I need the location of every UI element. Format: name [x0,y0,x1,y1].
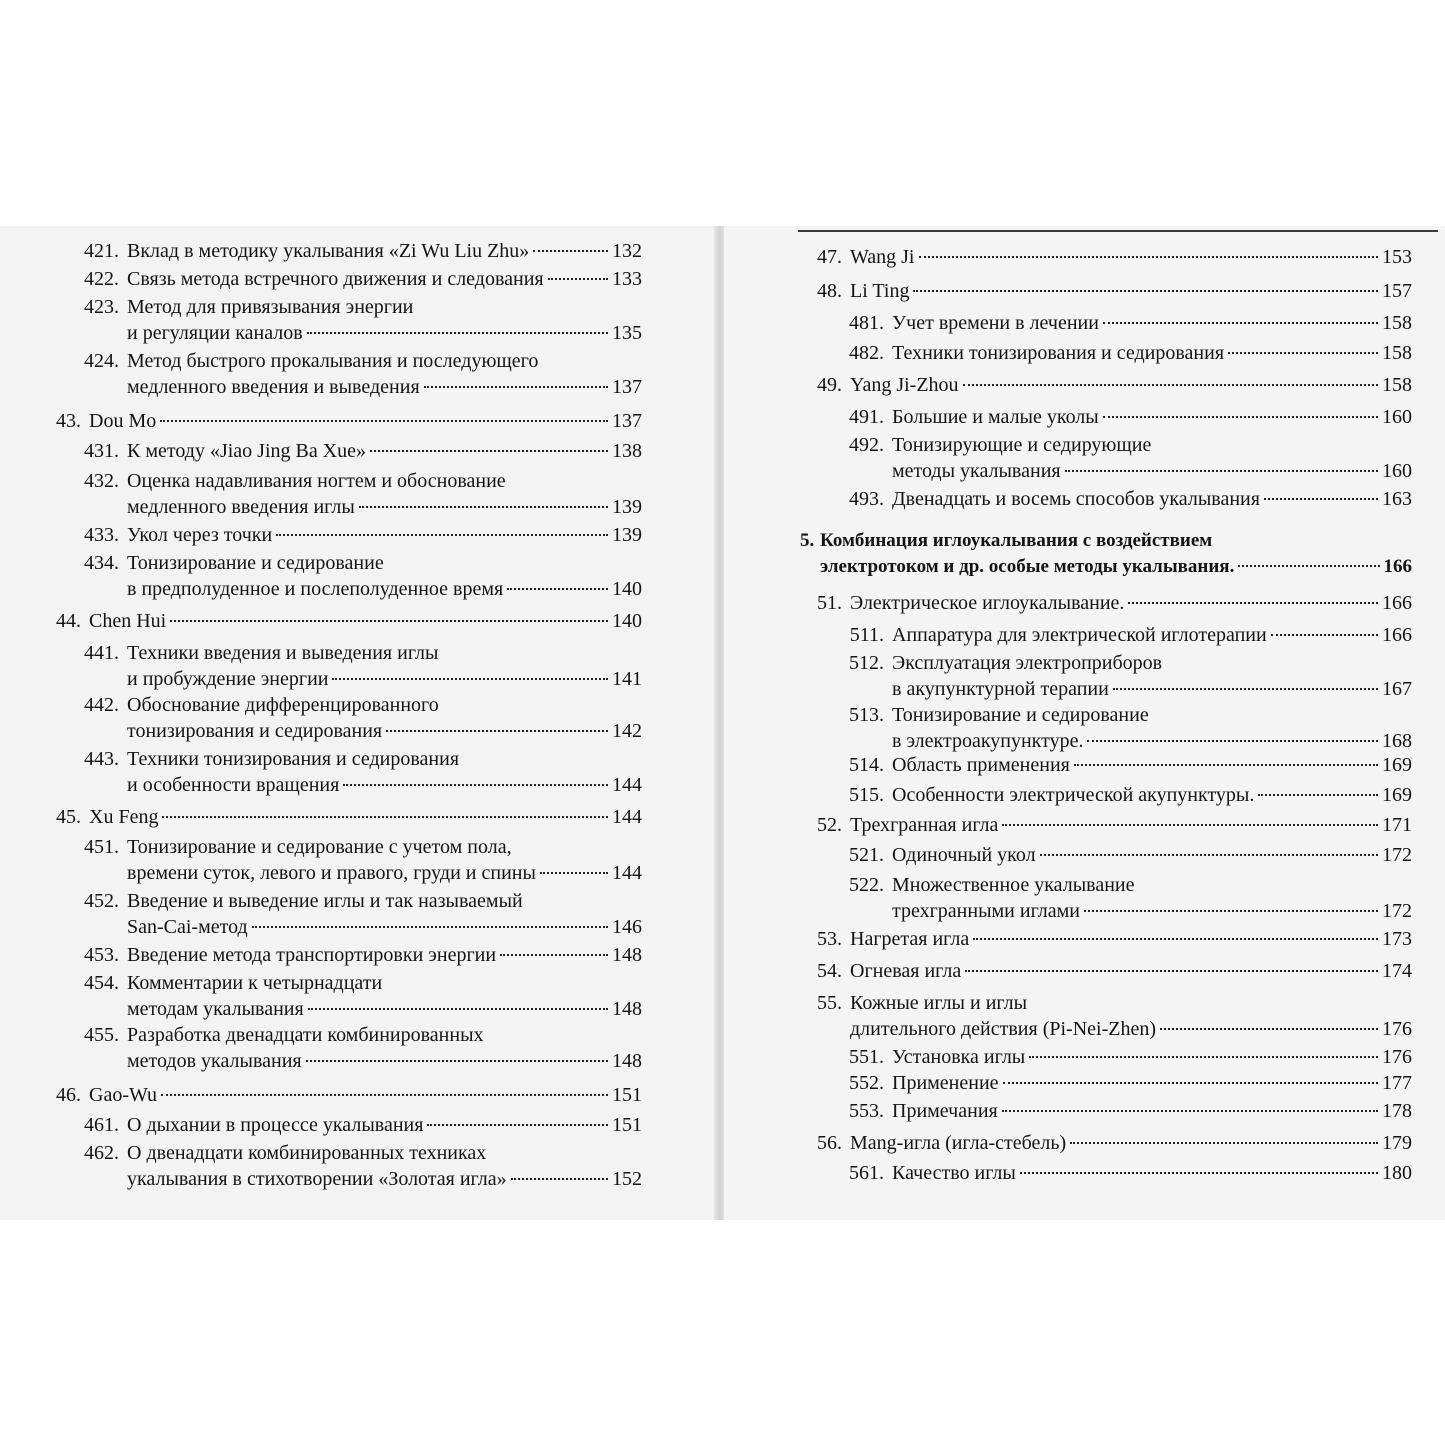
toc-entry-title: в акупунктурной терапии [892,678,1109,700]
dot-leader [359,506,608,508]
toc-entry-number: 44. [56,610,81,632]
toc-entry-number: 481. [849,312,884,334]
toc-entry-title: Тонизирующие и седирующие [892,434,1152,456]
toc-entry-number: 455. [84,1024,119,1046]
dot-leader [370,450,608,452]
dot-leader [963,384,1378,386]
dot-leader [1020,1172,1378,1174]
toc-entry-number: 452. [84,890,119,912]
toc-entry [800,244,1412,270]
toc-entry-title: методам укалывания [127,998,304,1020]
toc-entry [800,752,1412,778]
toc-entry-title: О дыхании в процессе укалывания [127,1114,424,1136]
toc-entry-title: Введение метода транспортировки энергии [127,944,497,966]
toc-entry [800,812,1412,838]
toc-entry-number: 492. [849,434,884,456]
toc-entry-title: Область применения [892,754,1070,776]
dot-leader [252,926,608,928]
toc-page-number: 153 [1382,246,1412,268]
toc-entry-number: 5. [800,530,815,551]
toc-entry-title: Множественное укалывание [892,874,1135,896]
toc-entry [55,1022,642,1074]
toc-page-number: 171 [1382,814,1412,836]
dot-leader [1113,688,1378,690]
toc-entry-title: Установка иглы [892,1046,1026,1068]
toc-entry-number: 491. [849,406,884,428]
toc-page-number: 137 [612,376,642,398]
toc-entry [800,782,1412,808]
toc-entry [55,238,642,264]
toc-entry-title: Электрическое иглоукалывание. [850,592,1125,614]
toc-entry [55,522,642,548]
toc-entry-title: Кожные иглы и иглы [850,992,1028,1014]
dot-leader [161,1094,608,1096]
dot-leader [343,784,608,786]
toc-page-number: 157 [1382,280,1412,302]
toc-entry [55,294,642,346]
toc-entry-title: трехгранными иглами [892,900,1080,922]
book-spread [0,226,1445,1220]
dot-leader [1103,322,1378,324]
dot-leader [1264,498,1378,500]
toc-entry-number: 48. [817,280,842,302]
toc-entry-title: Wang Ji [850,246,915,268]
toc-entry-number: 561. [849,1162,884,1184]
toc-page-number: 141 [612,668,642,690]
toc-entry [800,1098,1412,1124]
toc-entry [800,372,1412,398]
toc-entry-number: 553. [849,1100,884,1122]
toc-entry-number: 433. [84,524,119,546]
toc-entry-title: Chen Hui [89,610,167,632]
toc-entry-number: 454. [84,972,119,994]
toc-page-number: 144 [612,862,642,884]
toc-page-number: 178 [1382,1100,1412,1122]
dot-leader [170,620,608,622]
toc-entry-title: Связь метода встречного движения и следования [127,268,544,290]
toc-entry-number: 551. [849,1046,884,1068]
toc-page-number: 132 [612,240,642,262]
toc-entry-title: Комментарии к четырнадцати [127,972,383,994]
toc-page-number: 144 [612,806,642,828]
dot-leader [965,970,1378,972]
toc-entry-title: Метод быстрого прокалывания и последующего [127,350,539,372]
toc-entry-title: Огневая игла [850,960,962,982]
toc-page-number: 151 [612,1114,642,1136]
toc-entry-title: Gao-Wu [89,1084,158,1106]
toc-entry-title: медленного введения и выведения [127,376,420,398]
toc-page-number: 174 [1382,960,1412,982]
dot-leader [386,730,608,732]
dot-leader [1258,794,1378,796]
toc-entry [800,404,1412,430]
toc-entry-title: в предполуденное и послеполуденное время [127,578,504,600]
toc-entry [800,486,1412,512]
toc-page-number: 158 [1382,374,1412,396]
toc-entry [800,926,1412,952]
toc-entry-title: и регуляции каналов [127,322,303,344]
toc-entry [55,408,642,434]
dot-leader [1065,470,1378,472]
toc-entry-number: 514. [849,754,884,776]
dot-leader [1002,824,1378,826]
dot-leader [160,420,608,422]
toc-entry-title: времени суток, левого и правого, груди и спины [127,862,536,884]
toc-entry-number: 432. [84,470,119,492]
toc-entry [800,650,1412,702]
toc-entry-title: Xu Feng [89,806,159,828]
toc-page-number: 177 [1382,1072,1412,1094]
toc-entry-title: Эксплуатация электроприборов [892,652,1163,674]
toc-page-number: 169 [1382,754,1412,776]
toc-entry [55,746,642,798]
toc-entry-title: Yang Ji-Zhou [850,374,959,396]
toc-entry-title: укалывания в стихотворении «Золотая игла» [127,1168,507,1190]
toc-page-number: 168 [1382,730,1412,752]
toc-page-number: 160 [1382,460,1412,482]
header-rule [798,230,1438,232]
toc-page-number: 148 [612,998,642,1020]
toc-page-number: 140 [612,578,642,600]
toc-page-number: 176 [1382,1046,1412,1068]
toc-page-number: 160 [1382,406,1412,428]
dot-leader [1002,1110,1378,1112]
dot-leader [1160,1028,1378,1030]
toc-entry-title: и пробуждение энергии [127,668,329,690]
toc-entry [55,608,642,634]
toc-entry [55,888,642,940]
toc-entry-number: 55. [817,992,842,1014]
toc-entry [55,348,642,400]
toc-entry-title: Нагретая игла [850,928,970,950]
toc-entry [800,1044,1412,1070]
toc-entry-number: 451. [84,836,119,858]
dot-leader [507,588,608,590]
toc-entry [800,278,1412,304]
toc-page-number: 158 [1382,312,1412,334]
toc-entry [55,1082,642,1108]
toc-entry-number: 45. [56,806,81,828]
toc-entry-title: Dou Mo [89,410,157,432]
toc-entry-title: Применение [892,1072,999,1094]
toc-entry-number: 462. [84,1142,119,1164]
toc-entry [800,990,1412,1042]
toc-entry-number: 522. [849,874,884,896]
toc-page-number: 146 [612,916,642,938]
toc-page-number: 173 [1382,928,1412,950]
toc-entry [55,438,642,464]
dot-leader [1228,352,1378,354]
dot-leader [427,1124,608,1126]
toc-entry-title: Техники тонизирования и седирования [892,342,1225,364]
dot-leader [1074,764,1378,766]
toc-entry [55,1112,642,1138]
dot-leader [1238,565,1379,567]
toc-page-number: 144 [612,774,642,796]
toc-entry [800,958,1412,984]
toc-page-number: 148 [612,1050,642,1072]
left-page [0,226,716,1220]
toc-entry-number: 482. [849,342,884,364]
toc-page-number: 140 [612,610,642,632]
toc-entry-title: Оценка надавливания ногтем и обоснование [127,470,506,492]
toc-entry-number: 54. [817,960,842,982]
toc-entry-title: Разработка двенадцати комбинированных [127,1024,484,1046]
toc-entry-title: электротоком и др. особые методы укалывания. [820,556,1235,577]
toc-entry-title: Техники введения и выведения иглы [127,642,439,664]
dot-leader [1003,1082,1378,1084]
toc-page-number: 180 [1382,1162,1412,1184]
toc-entry-title: и особенности вращения [127,774,340,796]
toc-entry-number: 421. [84,240,119,262]
dot-leader [913,290,1378,292]
dot-leader [919,256,1379,258]
toc-entry-number: 511. [849,624,884,646]
toc-entry [55,804,642,830]
toc-entry [800,1160,1412,1186]
toc-page-number: 172 [1382,844,1412,866]
toc-entry-title: Метод для привязывания энергии [127,296,414,318]
toc-entry [55,970,642,1022]
toc-page-number: 169 [1382,784,1412,806]
dot-leader [540,872,608,874]
toc-entry-number: 46. [56,1084,81,1106]
toc-entry [800,340,1412,366]
toc-entry-title: Качество иглы [892,1162,1016,1184]
toc-entry-title: Обоснование дифференцированного [127,694,439,716]
toc-entry-title: Тонизирование и седирование [892,704,1149,726]
toc-entry-title: Комбинация иглоукалывания с воздействием [820,530,1213,551]
toc-entry-title: Тонизирование и седирование с учетом пола, [127,836,512,858]
dot-leader [332,678,608,680]
toc-page-number: 158 [1382,342,1412,364]
toc-page-number: 163 [1382,488,1412,510]
dot-leader [162,816,608,818]
dot-leader [500,954,608,956]
toc-entry-title: Li Ting [850,280,910,302]
toc-entry-title: тонизирования и седирования [127,720,383,742]
toc-entry-title: Mang-игла (игла-стебель) [850,1132,1067,1154]
toc-entry-number: 47. [817,246,842,268]
toc-page-number: 142 [612,720,642,742]
toc-entry [800,590,1412,616]
toc-entry-title: Примечания [892,1100,998,1122]
dot-leader [533,250,608,252]
toc-entry-number: 423. [84,296,119,318]
toc-page-number: 166 [1382,592,1412,614]
toc-entry [800,622,1412,648]
right-page [724,226,1445,1220]
toc-entry-number: 434. [84,552,119,574]
dot-leader [1103,416,1378,418]
toc-entry-number: 461. [84,1114,119,1136]
toc-entry-title: Трехгранная игла [850,814,999,836]
toc-entry-number: 552. [849,1072,884,1094]
dot-leader [1070,1142,1378,1144]
toc-entry-title: Укол через точки [127,524,273,546]
dot-leader [973,938,1378,940]
toc-entry-number: 49. [817,374,842,396]
toc-entry-title: Введение и выведение иглы и так называемый [127,890,523,912]
toc-entry-title: Учет времени в лечении [892,312,1099,334]
toc-entry-number: 56. [817,1132,842,1154]
toc-page-number: 166 [1382,624,1412,646]
toc-entry [55,942,642,968]
dot-leader [1084,910,1378,912]
toc-page-number: 167 [1382,678,1412,700]
dot-leader [1128,602,1378,604]
toc-entry-title: Одиночный укол [892,844,1036,866]
toc-entry-number: 43. [56,410,81,432]
toc-page-number: 172 [1382,900,1412,922]
dot-leader [306,1060,608,1062]
toc-entry-title: Двенадцать и восемь способов укалывания [892,488,1260,510]
toc-entry [800,1070,1412,1096]
toc-entry-title: Большие и малые уколы [892,406,1099,428]
toc-page-number: 151 [612,1084,642,1106]
toc-entry-number: 52. [817,814,842,836]
toc-page-number: 176 [1382,1018,1412,1040]
toc-entry [800,528,1412,580]
toc-entry [800,432,1412,484]
toc-entry-number: 513. [849,704,884,726]
toc-page-number: 138 [612,440,642,462]
toc-page-number: 139 [612,496,642,518]
toc-entry [55,640,642,692]
dot-leader [276,534,608,536]
toc-entry-number: 515. [849,784,884,806]
dot-leader [307,332,608,334]
toc-entry-title: медленного введения иглы [127,496,355,518]
toc-entry-title: методов укалывания [127,1050,302,1072]
toc-entry-title: Тонизирование и седирование [127,552,384,574]
toc-page-number: 179 [1382,1132,1412,1154]
toc-entry-title: Аппаратура для электрической иглотерапии [892,624,1267,646]
toc-page-number: 148 [612,944,642,966]
toc-entry [55,550,642,602]
toc-entry-number: 442. [84,694,119,716]
dot-leader [308,1008,608,1010]
toc-page-number: 139 [612,524,642,546]
toc-entry-number: 51. [817,592,842,614]
toc-entry-number: 443. [84,748,119,770]
toc-entry [55,1140,642,1192]
toc-entry-number: 422. [84,268,119,290]
toc-entry-title: длительного действия (Pi-Nei-Zhen) [850,1018,1156,1040]
toc-page-number: 152 [612,1168,642,1190]
toc-entry [55,266,642,292]
toc-page-number: 137 [612,410,642,432]
dot-leader [1040,854,1378,856]
dot-leader [548,278,608,280]
toc-page-number: 166 [1383,556,1412,577]
toc-entry-title: Особенности электрической акупунктуры. [892,784,1255,806]
dot-leader [1087,740,1378,742]
toc-entry-number: 53. [817,928,842,950]
dot-leader [1271,634,1378,636]
toc-entry-number: 512. [849,652,884,674]
toc-entry-number: 431. [84,440,119,462]
dot-leader [511,1178,608,1180]
toc-entry-number: 453. [84,944,119,966]
toc-entry-number: 521. [849,844,884,866]
toc-entry-title: Техники тонизирования и седирования [127,748,460,770]
toc-entry [800,872,1412,924]
toc-page-number: 133 [612,268,642,290]
toc-entry [55,692,642,744]
toc-entry [55,834,642,886]
toc-page-number: 135 [612,322,642,344]
toc-entry-title: методы укалывания [892,460,1061,482]
toc-entry-title: К методу «Jiao Jing Ba Xue» [127,440,367,462]
toc-entry-number: 441. [84,642,119,664]
toc-entry [800,702,1412,754]
toc-entry-number: 493. [849,488,884,510]
toc-entry-title: в электроакупунктуре. [892,730,1084,752]
dot-leader [424,386,608,388]
toc-entry-title: Вклад в методику укалывания «Zi Wu Liu Zhu» [127,240,530,262]
toc-entry-number: 424. [84,350,119,372]
toc-entry-title: San-Cai-метод [127,916,248,938]
toc-entry [800,310,1412,336]
toc-entry [800,1130,1412,1156]
dot-leader [1029,1056,1378,1058]
toc-entry [55,468,642,520]
toc-entry [800,842,1412,868]
toc-entry-title: О двенадцати комбинированных техниках [127,1142,487,1164]
